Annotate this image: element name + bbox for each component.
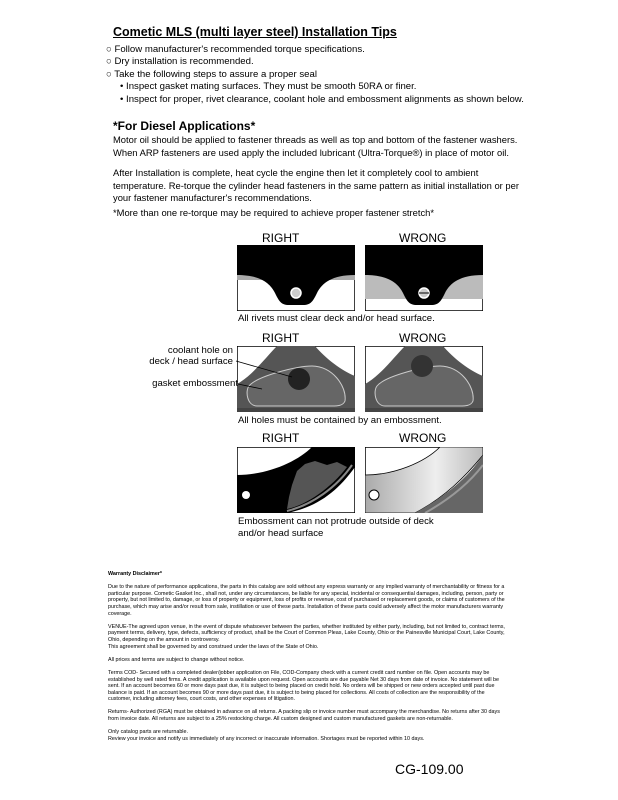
- embossment-right-diagram: [237, 447, 355, 513]
- rivet-wrong-diagram: [365, 245, 483, 311]
- coolant-callout-label: coolant hole on deck / head surface: [149, 345, 233, 367]
- diesel-para-2: After Installation is complete, heat cycle the engine then let it completely cool to ambient temperature. Re-torque the cylinder head fasteners in the same pattern as initial installation or per your fastener manufacturer's recommendations.: [113, 167, 519, 204]
- page-code: CG-109.00: [395, 761, 464, 777]
- embossment-callout-label: gasket embossment: [152, 378, 238, 389]
- right-label: RIGHT: [262, 431, 300, 445]
- sub-tip-item: • Inspect gasket mating surfaces. They must be smooth 50RA or finer.: [120, 81, 417, 93]
- disclaimer-paragraph: VENUE-The agreed upon venue, in the event of dispute whatsoever between the parties, whether instituted by either party, including, but not limited to, contract terms, payment terms, delivery, type, defects, sufficiency of product, shall be the Court of Common Pleas, Lake County, Ohio or the Painesville Municipal Court, Lake County, Ohio, depending on the amount in controversy.: [108, 623, 505, 643]
- right-label: RIGHT: [262, 331, 300, 345]
- disclaimer-paragraph: Review your invoice and notify us immediately of any incorrect or inaccurate information. Shortages must be reported within 10 days.: [108, 735, 425, 742]
- row1-caption: All rivets must clear deck and/or head surface.: [238, 313, 435, 324]
- disclaimer-paragraph: Returns- Authorized (RGA) must be obtained in advance on all returns. A packing slip or invoice number must accompany the merchandise. No returns after 30 days from invoice date. All returns are subject to a 25% restocking charge. All custom designed and custom manufactured gaskets are non-returnable.: [108, 709, 500, 723]
- tip-item: ○ Take the following steps to assure a proper seal: [106, 68, 317, 80]
- disclaimer-paragraph: Due to the nature of performance applications, the parts in this catalog are sold without any express warranty or any implied warranty of merchantability or fitness for a particular purpose. Cometic Gasket Inc., shall not, under any circumstances, be liable for any special, incidental or consequential damages, including, person, party or property, but not limited to, damage, or loss of property or equipment, loss of profits or revenue, cost of purchased or replacement goods, or claims of customers of the purchase, which may arise and/or result from sale, instillation or use of these parts. Installation of these parts could adversely affect the motor manufacturers warranty coverage.: [108, 584, 505, 617]
- disclaimer-paragraph: This agreement shall be governed by and construed under the laws of the State of Ohio.: [108, 643, 319, 650]
- disclaimer-heading: Warranty Disclaimer*: [108, 571, 163, 577]
- tips-list: [106, 44, 524, 106]
- coolant-wrong-diagram: [365, 346, 483, 412]
- wrong-label: WRONG: [399, 331, 447, 345]
- row3-caption: Embossment can not protrude outside of deck and/or head surface: [238, 516, 434, 539]
- disclaimer-paragraph: All prices and terms are subject to change without notice.: [108, 656, 245, 663]
- diesel-heading: *For Diesel Applications*: [113, 119, 256, 133]
- rivet-right-diagram: [237, 245, 355, 311]
- disclaimer-paragraph: Terms COD- Secured with a completed dealer/jobber application on File, COD-Company check with a current credit card number on file. Open accounts may be established by well rated firms. A credit application is available upon request. Open accounts are due payable Net 30 days from date of invoice. No statement will be sent. If an account becomes 60 or more days past due, it is subject to being placed on credit hold. No orders will be shipped or new orders accepted until past due balance is paid. If an account becomes 90 or more days past due, it is subject to being placed for collections. All costs of collection are the responsibility of the customer, including attorney fees, court costs, and other expenses of litigation.: [108, 669, 500, 703]
- wrong-label: WRONG: [399, 231, 447, 245]
- tip-item: ○ Dry installation is recommended.: [106, 56, 254, 68]
- diesel-note: *More than one re-torque may be required to achieve proper fastener stretch*: [113, 207, 435, 218]
- tip-item: ○ Follow manufacturer's recommended torque specifications.: [106, 44, 365, 55]
- coolant-right-diagram: [237, 346, 355, 412]
- warranty-disclaimer: [108, 571, 508, 749]
- sub-tip-item: • Inspect for proper, rivet clearance, coolant hole and embossment alignments as shown below.: [120, 93, 524, 105]
- diesel-para-1: Motor oil should be applied to fastener threads as well as top and bottom of the fastener washers. When ARP fasteners are used apply the included lubricant (Ultra-Torque®) in place of motor oil.: [113, 134, 518, 158]
- wrong-label: WRONG: [399, 431, 447, 445]
- row2-caption: All holes must be contained by an embossment.: [238, 415, 442, 426]
- embossment-wrong-diagram: [365, 447, 483, 513]
- page-title: Cometic MLS (multi layer steel) Installation Tips: [113, 25, 397, 39]
- disclaimer-paragraph: Only catalog parts are returnable.: [108, 729, 189, 736]
- right-label: RIGHT: [262, 231, 300, 245]
